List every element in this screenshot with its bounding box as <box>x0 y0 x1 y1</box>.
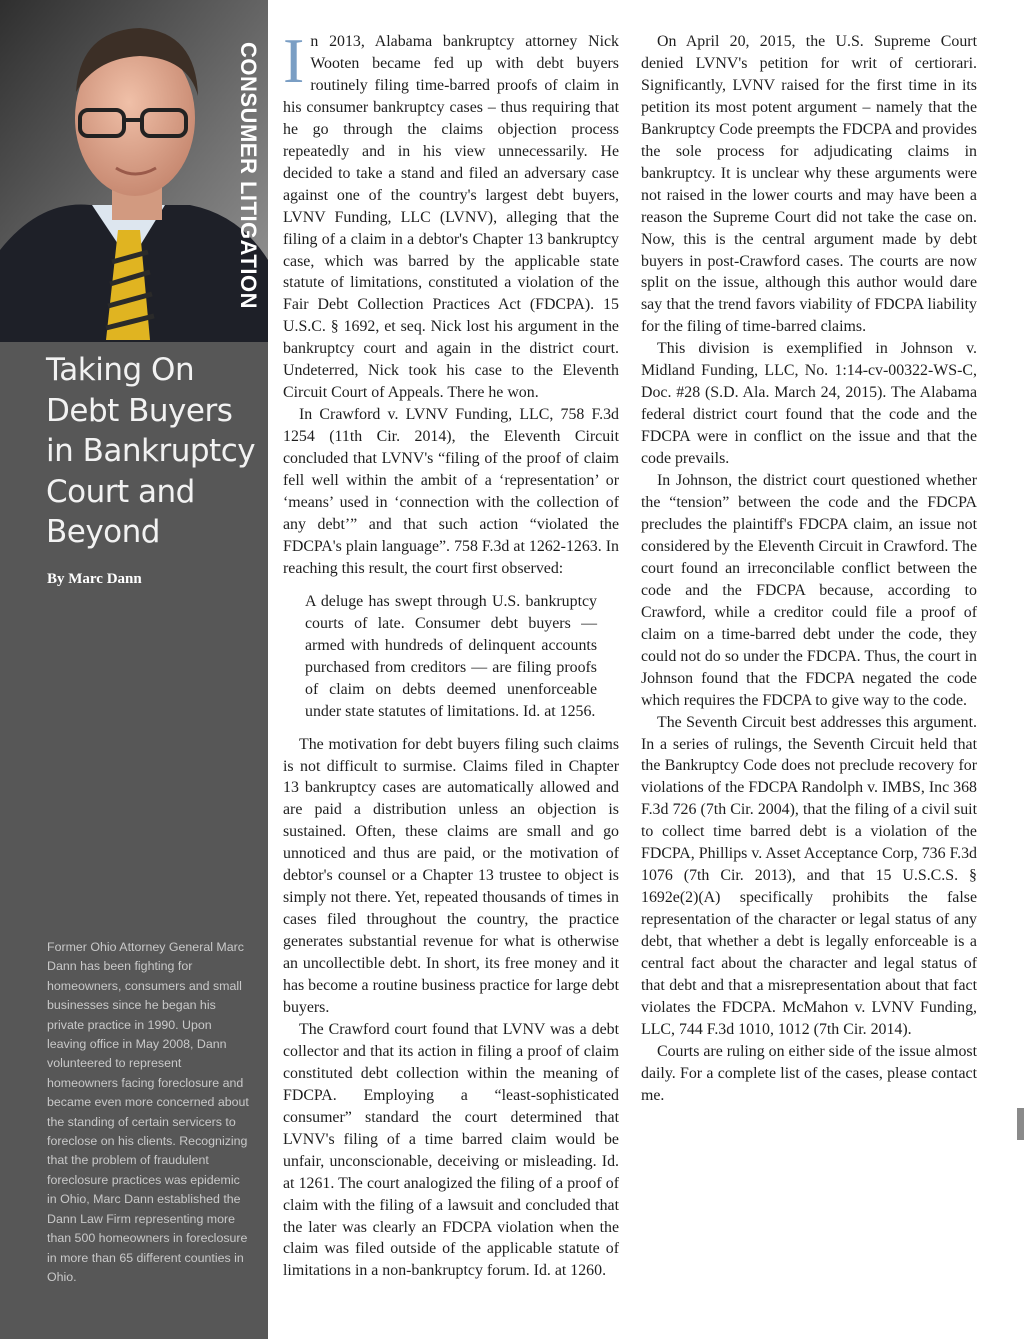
section-label <box>233 42 265 309</box>
byline: By Marc Dann <box>47 571 142 587</box>
author-photo <box>0 0 268 342</box>
article-column-1 <box>283 25 619 1282</box>
sidebar <box>0 0 268 1339</box>
article-title: Taking On Debt Buyers in Bankruptcy Court and Beyond <box>46 352 256 550</box>
section-label-text: CONSUMER LITIGATION <box>236 42 261 309</box>
article-column-2 <box>641 31 977 1107</box>
paragraph-3: The motivation for debt buyers filing such claims is not difficult to surmise. Claims filed in Chapter 13 bankruptcy cases are automatically allowed and are paid a distribution unless an objection is sustained. Often, these claims are small and go unnoticed and thus are paid, or the motivation of debtor's counsel or a Chapter 13 trustee to object is simply not there. Yet, repeated thousands of times in cases filed throughout the country, the practice generates substantial revenue for what is otherwise an uncollectible debt. In short, its free money and it has become a routine business practice for large debt buyers. <box>283 735 619 1016</box>
paragraph-8: The Seventh Circuit best addresses this argument. In a series of rulings, the Seventh Circuit held that the Bankruptcy Code does not preclude recovery for violations of the FDCPA Randolph v. IMBS, Inc 368 F.3d 726 (7th Cir. 2004), that the filing of a civil suit to collect time barred debt is a violation of the FDCPA, Phillips v. Asset Acceptance Corp, 736 F.3d 1076 (7th Cir. 2013), and that 15 U.S.C.S. § 1692e(2)(A) specifically prohibits the false representation of the character or legal status of any debt, that whether a debt is legally enforceable is a central fact about the character and legal status of that debt and that a misrepresentation about that fact violates the FDCPA. McMahon v. LVNV Funding, LLC, 744 F.3d 1010, 1012 (7th Cir. 2014). <box>641 713 977 1038</box>
paragraph-5: On April 20, 2015, the U.S. Supreme Court denied LVNV's petition for writ of certiorari. Significantly, LVNV raised for the first time in its petition its most potent argument – namely that the Bankruptcy Code preempts the FDCPA and provides the sole process for adjudicating claims in bankruptcy. It is unclear why these arguments were not raised in the lower courts and may have been a reason the Supreme Court did not take the case on. Now, this is the central argument made by debt buyers in post-Crawford cases. The courts are now split on the issue, although this author would dare say that the trend favors viability of FDCPA liability for the filing of time-barred claims. <box>641 33 977 336</box>
paragraph-9: Courts are ruling on either side of the issue almost daily. For a complete list of the cases, please contact me. <box>641 1042 977 1104</box>
page-edge-tab <box>1017 1108 1024 1140</box>
paragraph-1: In 2013, Alabama bankruptcy attorney Nick Wooten became fed up with debt buyers routinely filing time-barred proofs of claim in his consumer bankruptcy cases – thus requiring that he go through the claims objection process repeatedly and in his view unnecessarily. He decided to take a stand and filed an adversary case against one of the country's largest debt buyers, LVNV Funding, LLC (LVNV), alleging that the filing of a claim in a debtor's Chapter 13 bankruptcy case, which was barred by the applicable state statute of limitations, constituted a violation of the Fair Debt Collection Practices Act (FDCPA). 15 U.S.C. § 1692, et seq. Nick lost his argument in the bankruptcy court and again in the district court. Undeterred, Nick took his case to the Eleventh Circuit Court of Appeals. There he won. <box>283 25 619 402</box>
paragraph-4: The Crawford court found that LVNV was a debt collector and that its action in filing a proof of claim constituted debt collection within the meaning of FDCPA. Employing a “least-sophisticated consumer” standard the court determined that LVNV's filing of a time barred claim would be unfair, unconscionable, deceiving or misleading. Id. at 1261. The court analogized the filing of a proof of claim with the filing of a lawsuit and concluded that the later was clearly an FDCPA violation when the claim was filed outside of the applicable statute of limitations in a non-bankruptcy forum. Id. at 1260. <box>283 1020 619 1280</box>
portrait-photo <box>0 0 268 342</box>
paragraph-6: This division is exemplified in Johnson v. Midland Funding, LLC, No. 1:14-cv-00322-WS-C, Doc. #28 (S.D. Ala. March 24, 2015). The Alabama federal district court found that the code and the FDCPA were in conflict on the issue and that the code prevails. <box>641 340 977 468</box>
paragraph-2: In Crawford v. LVNV Funding, LLC, 758 F.3d 1254 (11th Cir. 2014), the Eleventh Circuit concluded that LVNV's “filing of the proof of claim fell well within the ambit of a ‘representation’ or ‘means’ used in ‘connection with the collection of any debt’” and that such action “violated the FDCPA's plain language”. 758 F.3d at 1262-1263. In reaching this result, the court first observed: <box>283 406 619 577</box>
author-bio: Former Ohio Attorney General Marc Dann has been fighting for homeowners, consumers and small businesses since he began his private practice in 1990. Upon leaving office in May 2008, Dann volunteered to represent homeowners facing foreclosure and became even more concerned about the standing of certain servicers to foreclose on his clients. Recognizing that the problem of fraudulent foreclosure practices was epidemic in Ohio, Marc Dann established the Dann Law Firm representing more than 500 homeowners in foreclosure in more than 65 different counties in Ohio. <box>47 940 249 1284</box>
drop-cap: I <box>283 25 305 96</box>
paragraph-7: In Johnson, the district court questioned whether the “tension” between the code and the FDCPA precludes the plaintiff's FDCPA claim, an issue not considered by the Eleventh Circuit in Crawford. The court found an irreconcilable conflict between the code and the FDCPA because, according to Crawford, while a creditor could file a proof of claim on a time-barred debt under the code, they could not do so under the FDCPA. Thus, the court in Johnson found that the FDCPA negated the code which requires the FDCPA to give way to the code. <box>641 472 977 709</box>
block-quote: A deluge has swept through U.S. bankruptcy courts of late. Consumer debt buyers — armed with hundreds of delinquent accounts purchased from creditors — are filing proofs of claim on debts deemed unenforceable under state statutes of limitations. Id. at 1256. <box>305 592 597 720</box>
